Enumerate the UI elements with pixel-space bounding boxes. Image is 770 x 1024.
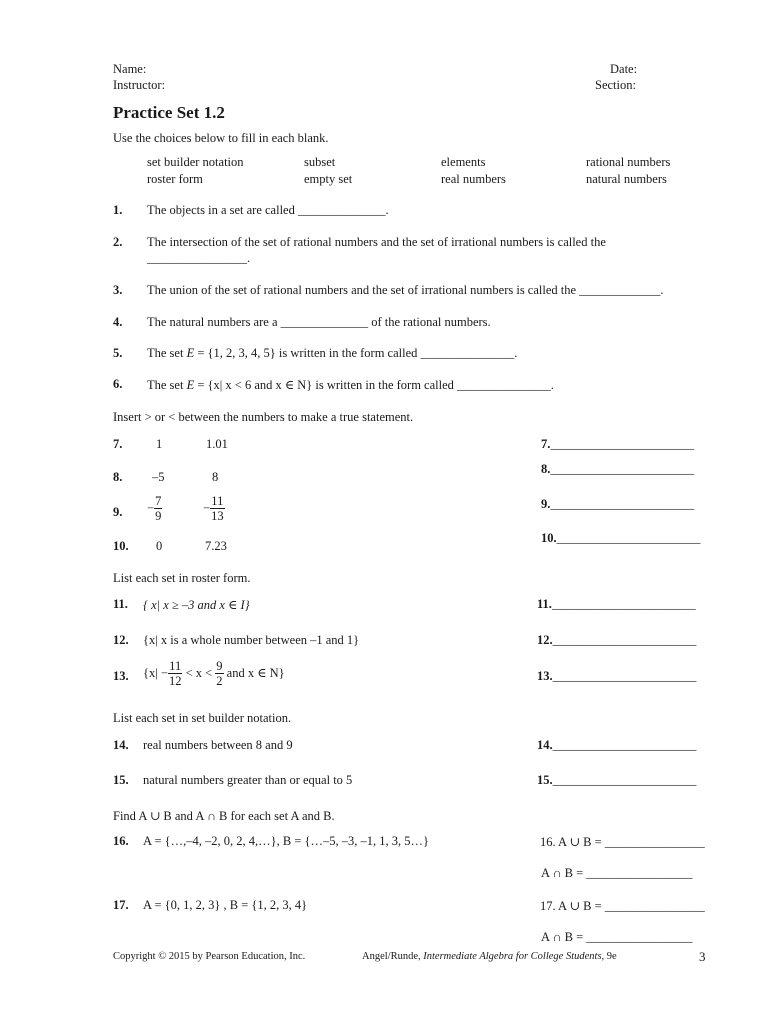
choice: subset — [304, 155, 336, 169]
question-number: 1. — [113, 203, 123, 217]
question-number: 9. — [113, 505, 123, 519]
union-answer[interactable]: 16. A ∪ B = ________________ — [540, 835, 705, 849]
question-number: 5. — [113, 346, 123, 360]
answer-line[interactable]: 13._______________________ — [537, 669, 697, 683]
compare-b-fraction: − $\frac{11}{13}$ — [203, 494, 224, 524]
page-number: 3 — [699, 949, 706, 964]
compare-a: 1 — [156, 437, 163, 451]
question-number: 16. — [113, 834, 129, 848]
name-label: Name: — [113, 62, 147, 76]
question-number: 15. — [113, 773, 129, 787]
choice: rational numbers — [586, 155, 671, 169]
choice: set builder notation — [147, 155, 244, 169]
answer-line[interactable]: 10._______________________ — [541, 531, 701, 545]
choice: real numbers — [441, 172, 506, 186]
date-label: Date: — [610, 62, 638, 76]
question-text-cont: ________________. — [147, 251, 251, 265]
answer-line[interactable]: 7._______________________ — [541, 437, 695, 451]
question-text: A = {…,–4, –2, 0, 2, 4,…}, B = {…–5, –3, –1, 1, 3, 5…} — [143, 834, 430, 848]
instruction-builder: List each set in set builder notation. — [113, 711, 292, 725]
compare-a: 0 — [156, 539, 163, 553]
question-number: 6. — [113, 377, 123, 391]
intersection-answer[interactable]: A ∩ B = _________________ — [541, 930, 693, 944]
section-label: Section: — [595, 78, 636, 92]
question-text: The set E = {x| x < 6 and x ∈ N} is written in the form called _______________. — [147, 378, 554, 392]
question-text: The union of the set of rational numbers and the set of irrational numbers is called the _____________. — [147, 283, 664, 297]
instruction-roster: List each set in roster form. — [113, 571, 251, 585]
answer-line[interactable]: 14._______________________ — [537, 738, 697, 752]
question-text: {x| − $\frac{11}{12}$ < x < $\frac{9}{2}$ and x ∈ N} — [143, 659, 285, 689]
question-text: A = {0, 1, 2, 3} , B = {1, 2, 3, 4} — [143, 898, 308, 912]
question-text: real numbers between 8 and 9 — [143, 738, 293, 752]
question-number: 12. — [113, 633, 129, 647]
copyright: Copyright © 2015 by Pearson Education, Inc. — [113, 951, 306, 962]
question-number: 13. — [113, 669, 129, 683]
union-answer[interactable]: 17. A ∪ B = ________________ — [540, 899, 705, 913]
question-number: 8. — [113, 470, 123, 484]
choice: natural numbers — [586, 172, 667, 186]
question-text: The objects in a set are called ______________. — [147, 203, 389, 217]
question-number: 11. — [113, 597, 128, 611]
choice: elements — [441, 155, 486, 169]
question-number: 10. — [113, 539, 129, 553]
instruction-union: Find A ∪ B and A ∩ B for each set A and B. — [113, 809, 335, 823]
question-number: 2. — [113, 235, 123, 249]
instruction-compare: Insert > or < between the numbers to make a true statement. — [113, 410, 414, 424]
answer-line[interactable]: 11._______________________ — [537, 597, 696, 611]
page-title: Practice Set 1.2 — [113, 103, 225, 122]
question-text: natural numbers greater than or equal to 5 — [143, 773, 353, 787]
question-number: 4. — [113, 315, 123, 329]
compare-b: 8 — [212, 470, 219, 484]
answer-line[interactable]: 12._______________________ — [537, 633, 697, 647]
question-text: The natural numbers are a ______________ of the rational numbers. — [147, 315, 491, 329]
book-citation: Angel/Runde, Intermediate Algebra for College Students, 9e — [362, 951, 617, 962]
question-text: The intersection of the set of rational numbers and the set of irrational numbers is called the — [147, 235, 606, 249]
compare-b: 1.01 — [206, 437, 228, 451]
question-number: 17. — [113, 898, 129, 912]
compare-a-fraction: − $\frac{7}{9}$ — [147, 494, 162, 524]
answer-line[interactable]: 9._______________________ — [541, 497, 695, 511]
question-text: { x| x ≥ –3 and x ∈ I} — [143, 598, 250, 612]
compare-b: 7.23 — [205, 539, 227, 553]
answer-line[interactable]: 8._______________________ — [541, 462, 695, 476]
instructor-label: Instructor: — [113, 78, 166, 92]
question-text: The set E = {1, 2, 3, 4, 5} is written in the form called _______________. — [147, 346, 518, 360]
choice: empty set — [304, 172, 353, 186]
question-number: 7. — [113, 437, 123, 451]
question-text: {x| x is a whole number between –1 and 1} — [143, 633, 360, 647]
instruction-fill: Use the choices below to fill in each blank. — [113, 131, 329, 145]
compare-a: –5 — [152, 470, 165, 484]
question-number: 3. — [113, 283, 123, 297]
answer-line[interactable]: 15._______________________ — [537, 773, 697, 787]
intersection-answer[interactable]: A ∩ B = _________________ — [541, 866, 693, 880]
question-number: 14. — [113, 738, 129, 752]
choice: roster form — [147, 172, 203, 186]
